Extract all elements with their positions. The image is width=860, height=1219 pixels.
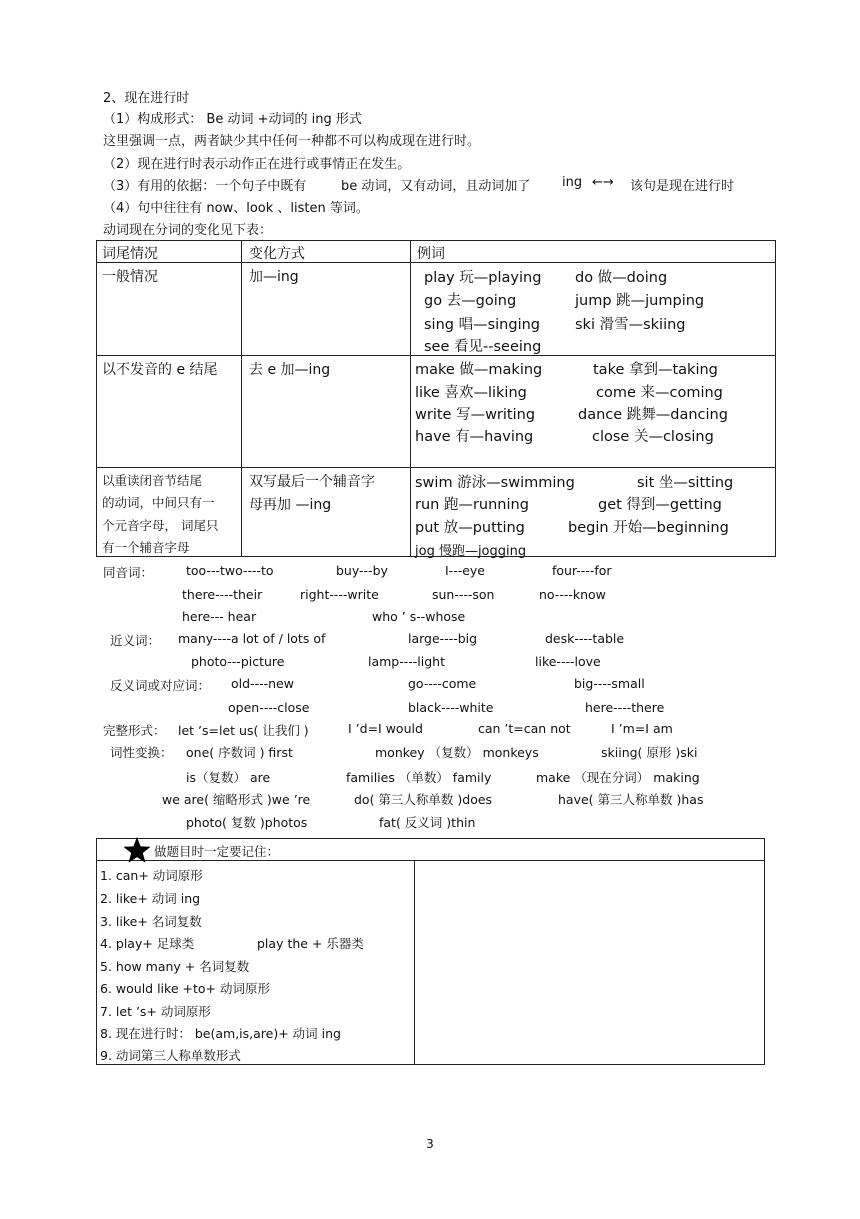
synonym: many----a lot of / lots of [178,631,326,646]
homophone: four----for [552,563,612,578]
intro-line-5: （4）句中往往有 now、look 、listen 等词。 [103,201,369,216]
row3-case: 个元音字母， 词尾只 [102,518,219,533]
intro-line-6: 动词现在分词的变化见下表： [103,223,273,238]
row3-change: 母再加 —ing [249,497,332,513]
remember-item: 8. 现在进行时： be(am,is,are)+ 动词 ing [100,1026,341,1041]
antonym: here----there [585,700,665,715]
intro-line-1: （1）构成形式： Be 动词 +动词的 ing 形式 [103,112,362,127]
remember-item: 5. how many + 名词复数 [100,959,250,974]
row3-ex: jog 慢跑—jogging [415,544,527,559]
pos-change: skiing( 原形 )ski [601,745,698,760]
homophone: too---two----to [186,563,274,578]
section-heading: 2、现在进行时 [103,91,190,106]
intro-line-4c: ing [562,175,583,190]
row1-change: 加—ing [249,269,299,285]
antonym: old----new [231,676,294,691]
pos-change: make （现在分词） making [536,770,700,785]
pos-label: 词性变换： [110,745,173,760]
intro-line-4a: （3）有用的依据：一个句子中既有 [103,179,307,194]
remember-title: 做题目时一定要记住： [154,844,280,859]
row2-ex: like 喜欢—liking [415,385,527,401]
synonyms-label: 近义词： [110,633,161,648]
antonym: go----come [408,676,477,691]
row1-ex: ski 滑雪—skiing [575,317,686,333]
intro-line-2: 这里强调一点，两者缺少其中任何一种都不可以构成现在进行时。 [103,134,481,149]
pos-change: photo( 复数 )photos [186,815,308,830]
header-change: 变化方式 [249,246,305,262]
remember-item: 3. like+ 名词复数 [100,914,202,929]
intro-line-3: （2）现在进行时表示动作正在进行或事情正在发生。 [103,157,411,172]
pos-change: we are( 缩略形式 )we ’re [162,792,311,807]
row1-ex: see 看见--seeing [424,339,542,355]
synonym: lamp----light [368,654,445,669]
full-forms-label: 完整形式： [103,723,166,738]
header-examples: 例词 [417,246,445,262]
homophone: here--- hear [182,609,257,624]
row2-ex: take 拿到—taking [593,362,718,378]
row3-change: 双写最后一个辅音字 [249,474,375,490]
homophone: right----write [300,587,379,602]
row3-ex: sit 坐—sitting [637,475,734,491]
double-arrow-icon: ←→ [592,175,614,190]
row3-case: 有一个辅音字母 [102,540,190,555]
homophone: who ’ s--whose [372,609,466,624]
row3-case: 的动词，中间只有一 [102,495,215,510]
pos-change: monkey （复数） monkeys [375,745,539,760]
homophone: no----know [539,587,606,602]
row2-ex: dance 跳舞—dancing [578,407,728,423]
antonyms-label: 反义词或对应词： [110,678,211,693]
row2-ex: write 写—writing [415,407,536,423]
row3-ex: put 放—putting [415,520,525,536]
antonym: open----close [228,700,310,715]
remember-item: 1. can+ 动词原形 [100,868,203,883]
pos-change: have( 第三人称单数 )has [558,792,704,807]
antonym: black----white [408,700,494,715]
row2-ex: come 来—coming [596,385,723,401]
pos-change: is（复数） are [186,770,271,785]
star-icon [122,836,152,864]
row2-case: 以不发音的 e 结尾 [102,362,218,378]
pos-change: fat( 反义词 )thin [379,815,476,830]
antonym: big----small [574,676,645,691]
synonym: like----love [535,654,601,669]
pos-change: families （单数） family [346,770,492,785]
row3-ex: run 跑—running [415,497,529,513]
intro-line-4d: 该句是现在进行时 [630,179,735,194]
row3-ex: get 得到—getting [598,497,722,513]
remember-item: 2. like+ 动词 ing [100,891,201,906]
intro-line-4b: be 动词，又有动词，且动词加了 [341,179,531,194]
homophone: sun----son [432,587,495,602]
row2-ex: make 做—making [415,362,543,378]
remember-item: 9. 动词第三人称单数形式 [100,1048,241,1063]
page-number: 3 [426,1137,434,1151]
row2-change: 去 e 加—ing [249,362,331,378]
row3-ex: begin 开始—beginning [568,520,729,536]
participle-table [96,240,776,557]
homophone: there----their [182,587,263,602]
full-form: I ’d=I would [348,721,423,736]
row2-ex: have 有—having [415,429,534,445]
homophones-label: 同音词： [103,565,154,580]
synonym: desk----table [545,631,625,646]
row3-ex: swim 游泳—swimming [415,475,575,491]
row1-ex: go 去—going [424,293,517,309]
row1-case: 一般情况 [102,269,158,285]
remember-item: 4. play+ 足球类 [100,936,195,951]
row2-ex: close 关—closing [592,429,714,445]
row3-case: 以重读闭音节结尾 [102,473,203,488]
row1-ex: play 玩—playing [424,270,542,286]
homophone: buy---by [336,563,388,578]
full-form: I ’m=I am [611,721,673,736]
remember-item: 6. would like +to+ 动词原形 [100,981,270,996]
homophone: I---eye [445,563,485,578]
header-ending: 词尾情况 [102,246,158,262]
row1-ex: do 做—doing [575,270,668,286]
synonym: large----big [408,631,478,646]
pos-change: do( 第三人称单数 )does [354,792,493,807]
row1-ex: jump 跳—jumping [575,293,705,309]
full-form: can ’t=can not [478,721,571,736]
synonym: photo---picture [191,654,285,669]
remember-item: 7. let ’s+ 动词原形 [100,1004,211,1019]
full-form: let ’s=let us( 让我们 ) [178,723,309,738]
row1-ex: sing 唱—singing [424,317,540,333]
remember-box [96,838,765,1065]
pos-change: one( 序数词 ) first [186,745,293,760]
remember-item-extra: play the + 乐器类 [257,936,364,951]
